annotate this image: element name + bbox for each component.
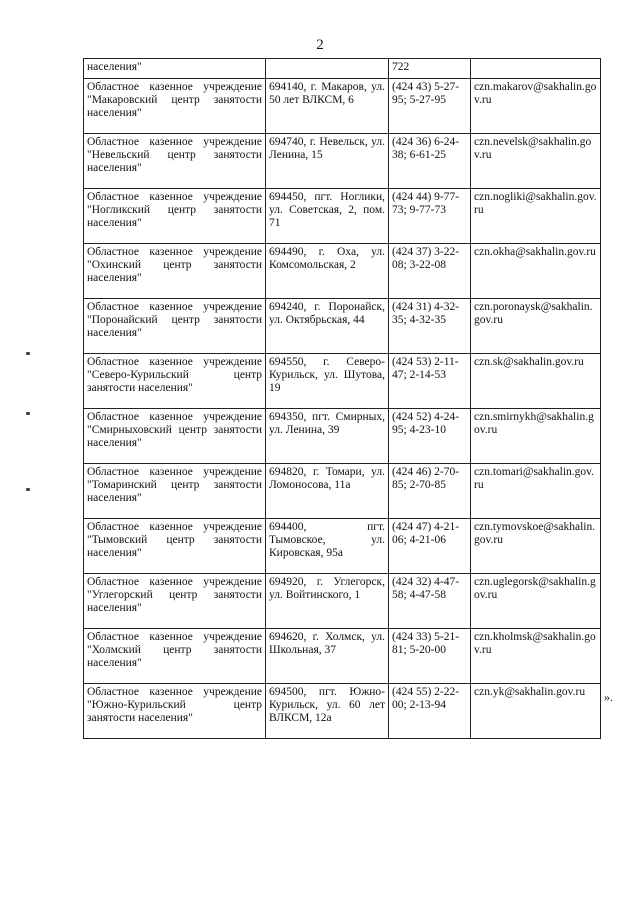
address-cell: 694140, г. Макаров, ул. 50 лет ВЛКСМ, 6	[266, 79, 389, 134]
phone-cell: (424 31) 4-32-35; 4-32-35	[389, 299, 471, 354]
address-cell: 694500, пгт. Южно-Курильск, ул. 60 лет ВЛКСМ, 12а	[266, 684, 389, 739]
email-cell	[471, 464, 601, 519]
phone-cell: (424 52) 4-24-95; 4-23-10	[389, 409, 471, 464]
table-row	[84, 244, 601, 299]
email-cell	[471, 134, 601, 189]
table-row	[84, 299, 601, 354]
address-cell: 694450, пгт. Ноглики, ул. Советская, 2, пом. 71	[266, 189, 389, 244]
email-cell	[471, 684, 601, 739]
table-body	[84, 59, 601, 739]
closing-quote: ».	[604, 690, 613, 704]
table-row	[84, 684, 601, 739]
phone-cell: (424 53) 2-11-47; 2-14-53	[389, 354, 471, 409]
organization-cell: Областное казенное учреждение "Невельский центр занятости населения"	[84, 134, 266, 189]
phone-cell: (424 55) 2-22-00; 2-13-94	[389, 684, 471, 739]
phone-cell: (424 44) 9-77-73; 9-77-73	[389, 189, 471, 244]
email-cell	[471, 59, 601, 79]
email-link[interactable]: czn.kholmsk@sakhalin.gov.ru	[474, 631, 596, 656]
email-cell	[471, 409, 601, 464]
table-row	[84, 354, 601, 409]
email-cell	[471, 354, 601, 409]
phone-cell: (424 32) 4-47-58; 4-47-58	[389, 574, 471, 629]
page-number: 2	[316, 37, 324, 53]
organization-cell: населения"	[84, 59, 266, 79]
address-cell: 694240, г. Поронайск, ул. Октябрьская, 44	[266, 299, 389, 354]
margin-mark	[26, 488, 30, 491]
email-link[interactable]: czn.uglegorsk@sakhalin.gov.ru	[474, 576, 596, 601]
address-cell: 694620, г. Холмск, ул. Школьная, 37	[266, 629, 389, 684]
address-cell	[266, 59, 389, 79]
address-cell: 694550, г. Северо-Курильск, ул. Шутова, 19	[266, 354, 389, 409]
table-row	[84, 59, 601, 79]
phone-cell: 722	[389, 59, 471, 79]
email-cell	[471, 629, 601, 684]
address-cell: 694490, г. Оха, ул. Комсомольская, 2	[266, 244, 389, 299]
email-cell	[471, 574, 601, 629]
table-row	[84, 574, 601, 629]
table-row	[84, 189, 601, 244]
table-row	[84, 79, 601, 134]
email-link[interactable]: czn.okha@sakhalin.gov.ru	[474, 246, 596, 258]
email-link[interactable]: czn.nevelsk@sakhalin.gov.ru	[474, 136, 592, 161]
email-link[interactable]: czn.nogliki@sakhalin.gov.ru	[474, 191, 597, 216]
phone-cell: (424 33) 5-21-81; 5-20-00	[389, 629, 471, 684]
margin-mark	[26, 412, 30, 415]
margin-mark	[26, 352, 30, 355]
phone-cell: (424 43) 5-27-95; 5-27-95	[389, 79, 471, 134]
organization-cell: Областное казенное учреждение "Макаровский центр занятости населения"	[84, 79, 266, 134]
organization-cell: Областное казенное учреждение "Охинский центр занятости населения"	[84, 244, 266, 299]
address-cell: 694820, г. Томари, ул. Ломоносова, 11а	[266, 464, 389, 519]
phone-cell: (424 46) 2-70-85; 2-70-85	[389, 464, 471, 519]
phone-cell: (424 47) 4-21-06; 4-21-06	[389, 519, 471, 574]
address-cell: 694920, г. Углегорск, ул. Войтинского, 1	[266, 574, 389, 629]
email-cell	[471, 244, 601, 299]
employment-centers-table	[83, 58, 601, 739]
email-cell	[471, 189, 601, 244]
email-link[interactable]: czn.tymovskoe@sakhalin.gov.ru	[474, 521, 596, 546]
organization-cell: Областное казенное учреждение "Углегорский центр занятости населения"	[84, 574, 266, 629]
table-row	[84, 464, 601, 519]
phone-cell: (424 36) 6-24-38; 6-61-25	[389, 134, 471, 189]
organization-cell: Областное казенное учреждение "Холмский центр занятости населения"	[84, 629, 266, 684]
email-link[interactable]: czn.yk@sakhalin.gov.ru	[474, 686, 586, 698]
organization-cell: Областное казенное учреждение "Поронайский центр занятости населения"	[84, 299, 266, 354]
address-cell: 694350, пгт. Смирных, ул. Ленина, 39	[266, 409, 389, 464]
email-link[interactable]: czn.makarov@sakhalin.gov.ru	[474, 81, 597, 106]
organization-cell: Областное казенное учреждение "Северо-Курильский центр занятости населения"	[84, 354, 266, 409]
email-cell	[471, 79, 601, 134]
table-row	[84, 134, 601, 189]
email-cell	[471, 299, 601, 354]
table-row	[84, 409, 601, 464]
table-row	[84, 629, 601, 684]
organization-cell: Областное казенное учреждение "Смирныховский центр занятости населения"	[84, 409, 266, 464]
email-link[interactable]: czn.poronaysk@sakhalin.gov.ru	[474, 301, 593, 326]
email-cell	[471, 519, 601, 574]
address-cell: 694400, пгт. Тымовское, ул. Кировская, 95а	[266, 519, 389, 574]
email-link[interactable]: czn.smirnykh@sakhalin.gov.ru	[474, 411, 594, 436]
phone-cell: (424 37) 3-22-08; 3-22-08	[389, 244, 471, 299]
organization-cell: Областное казенное учреждение "Тымовский центр занятости населения"	[84, 519, 266, 574]
email-link[interactable]: czn.tomari@sakhalin.gov.ru	[474, 466, 595, 491]
organization-cell: Областное казенное учреждение "Южно-Курильский центр занятости населения"	[84, 684, 266, 739]
table-row	[84, 519, 601, 574]
address-cell: 694740, г. Невельск, ул. Ленина, 15	[266, 134, 389, 189]
organization-cell: Областное казенное учреждение "Томаринский центр занятости населения"	[84, 464, 266, 519]
organization-cell: Областное казенное учреждение "Ногликский центр занятости населения"	[84, 189, 266, 244]
email-link[interactable]: czn.sk@sakhalin.gov.ru	[474, 356, 584, 368]
